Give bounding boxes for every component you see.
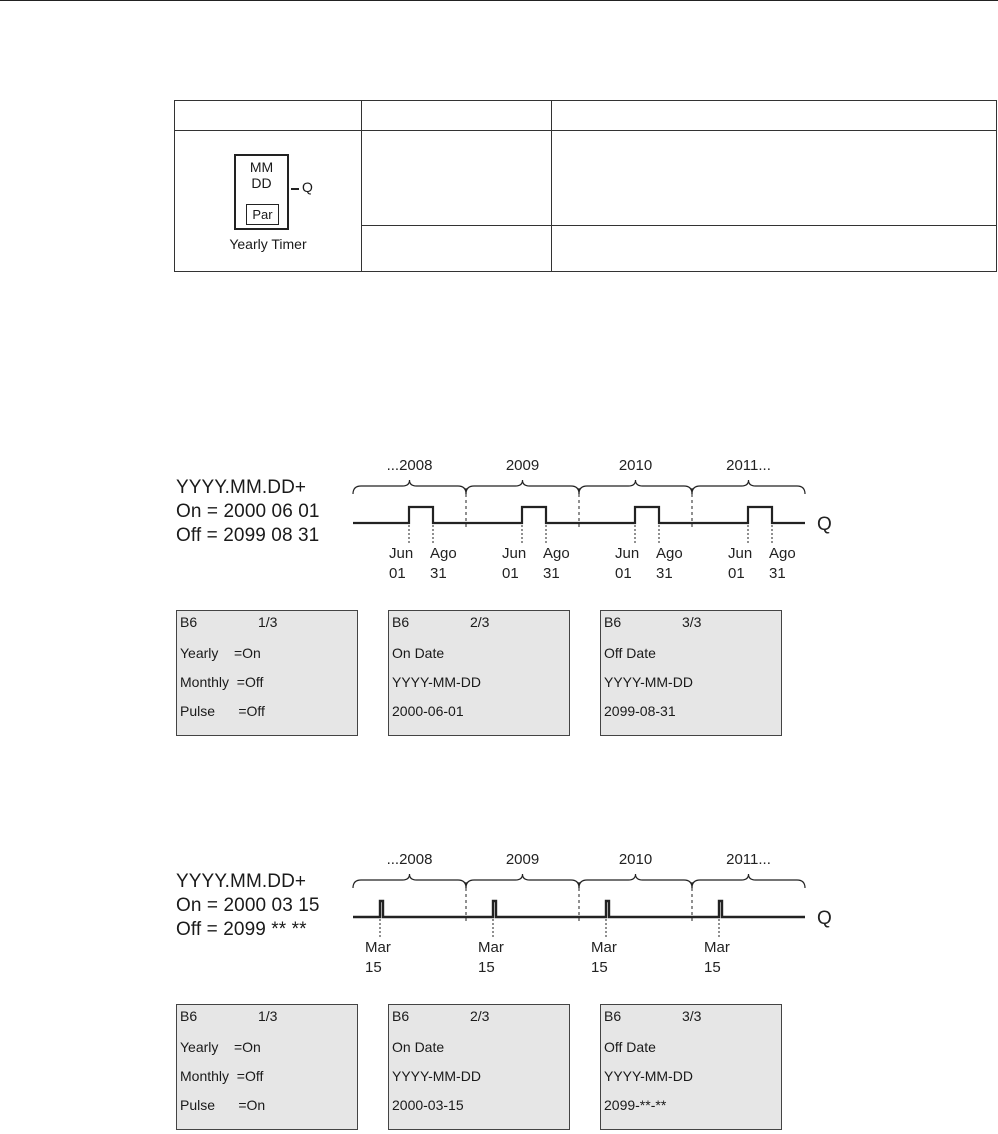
example2-timing-diagram <box>340 844 840 1014</box>
wiring-cell-1 <box>362 131 552 226</box>
screen-line: Monthly =Off <box>180 674 264 690</box>
symbol-cell <box>175 131 362 272</box>
table-row <box>175 131 997 226</box>
screen-block-name: B6 <box>604 614 622 630</box>
on-month-label: Jun <box>615 545 640 562</box>
on-day-label: 01 <box>502 565 519 582</box>
screen-line: 2000-06-01 <box>392 703 464 719</box>
wiring-cell-2 <box>362 225 552 271</box>
screen-page: 3/3 <box>682 614 702 630</box>
screen-line: Yearly =On <box>180 645 261 661</box>
screen-line: YYYY-MM-DD <box>392 1068 481 1084</box>
symbol-par: Par <box>246 204 279 225</box>
on-month-label: Jun <box>502 545 527 562</box>
lcd-screen <box>388 1004 570 1130</box>
year-brace <box>692 874 805 888</box>
screen-line: YYYY-MM-DD <box>392 674 481 690</box>
screen-page: 2/3 <box>470 1008 490 1024</box>
header-cell-description <box>552 101 997 131</box>
screen-line: Yearly =On <box>180 1039 261 1055</box>
param-line: Off = 2099 ** ** <box>176 919 307 940</box>
year-label: 2009 <box>505 457 540 474</box>
off-month-label: Ago <box>543 545 570 562</box>
year-label: 2011... <box>726 851 771 868</box>
description-cell-2 <box>552 225 997 271</box>
off-month-label: Ago <box>430 545 457 562</box>
off-day-label: 31 <box>430 565 447 582</box>
screen-line: YYYY-MM-DD <box>604 1068 693 1084</box>
param-line: On = 2000 06 01 <box>176 501 320 522</box>
example1-params <box>176 476 320 548</box>
on-month-label: Mar <box>591 939 617 956</box>
on-month-label: Mar <box>704 939 730 956</box>
lcd-screen <box>600 1004 782 1130</box>
year-brace <box>353 874 466 888</box>
description-cell-1 <box>552 131 997 226</box>
off-day-label: 31 <box>769 565 786 582</box>
screen-line: Monthly =Off <box>180 1068 264 1084</box>
year-brace <box>353 480 466 494</box>
on-day-label: 15 <box>365 959 382 976</box>
param-line: YYYY.MM.DD+ <box>176 477 307 498</box>
lcd-screen <box>600 610 782 736</box>
lcd-screen <box>176 610 358 736</box>
param-line: On = 2000 03 15 <box>176 895 320 916</box>
example2-params <box>176 870 320 942</box>
screen-line: 2000-03-15 <box>392 1097 464 1113</box>
on-day-label: 01 <box>389 565 406 582</box>
top-rule <box>0 0 998 1</box>
screen-page: 1/3 <box>258 614 278 630</box>
output-label: Q <box>817 908 832 929</box>
symbol-dd: DD <box>251 175 272 191</box>
block-label: Yearly Timer <box>229 236 307 252</box>
on-day-label: 15 <box>704 959 721 976</box>
year-label: ...2008 <box>386 851 433 868</box>
function-table <box>174 100 997 272</box>
on-month-label: Jun <box>389 545 414 562</box>
output-label: Q <box>817 514 832 535</box>
off-day-label: 31 <box>543 565 560 582</box>
screen-line: YYYY-MM-DD <box>604 674 693 690</box>
screen-page: 3/3 <box>682 1008 702 1024</box>
year-brace <box>692 480 805 494</box>
screen-page: 2/3 <box>470 614 490 630</box>
off-month-label: Ago <box>769 545 796 562</box>
on-day-label: 15 <box>591 959 608 976</box>
year-brace <box>579 874 692 888</box>
example1-timing-diagram <box>340 450 840 620</box>
output-line <box>291 188 299 190</box>
yearly-timer-symbol <box>175 131 361 271</box>
on-day-label: 01 <box>615 565 632 582</box>
on-month-label: Mar <box>365 939 391 956</box>
screen-line: Pulse =On <box>180 1097 266 1113</box>
symbol-output: Q <box>302 179 313 195</box>
lcd-screen <box>176 1004 358 1130</box>
screen-line: Off Date <box>604 645 656 661</box>
on-day-label: 01 <box>728 565 745 582</box>
off-day-label: 31 <box>656 565 673 582</box>
off-month-label: Ago <box>656 545 683 562</box>
header-cell-symbol <box>175 101 362 131</box>
block-box <box>234 154 289 230</box>
year-label: 2011... <box>726 457 771 474</box>
screen-line: On Date <box>392 645 445 661</box>
year-label: 2010 <box>618 457 653 474</box>
on-day-label: 15 <box>478 959 495 976</box>
header-cell-wiring <box>362 101 552 131</box>
screen-block-name: B6 <box>180 1008 198 1024</box>
screen-page: 1/3 <box>258 1008 278 1024</box>
table-header-row <box>175 101 997 131</box>
param-line: Off = 2099 08 31 <box>176 525 320 546</box>
param-line: YYYY.MM.DD+ <box>176 871 307 892</box>
screen-line: Pulse =Off <box>180 703 265 719</box>
year-brace <box>579 480 692 494</box>
lcd-screen <box>388 610 570 736</box>
year-brace <box>466 874 579 888</box>
symbol-mm: MM <box>249 159 274 175</box>
screen-block-name: B6 <box>392 1008 410 1024</box>
on-month-label: Jun <box>728 545 753 562</box>
screen-line: On Date <box>392 1039 445 1055</box>
year-label: 2010 <box>618 851 653 868</box>
screen-block-name: B6 <box>604 1008 622 1024</box>
year-label: 2009 <box>505 851 540 868</box>
screen-line: 2099-08-31 <box>604 703 676 719</box>
screen-block-name: B6 <box>392 614 410 630</box>
on-month-label: Mar <box>478 939 504 956</box>
screen-block-name: B6 <box>180 614 198 630</box>
year-brace <box>466 480 579 494</box>
year-label: ...2008 <box>386 457 433 474</box>
screen-line: 2099-**-** <box>604 1097 667 1113</box>
screen-line: Off Date <box>604 1039 656 1055</box>
